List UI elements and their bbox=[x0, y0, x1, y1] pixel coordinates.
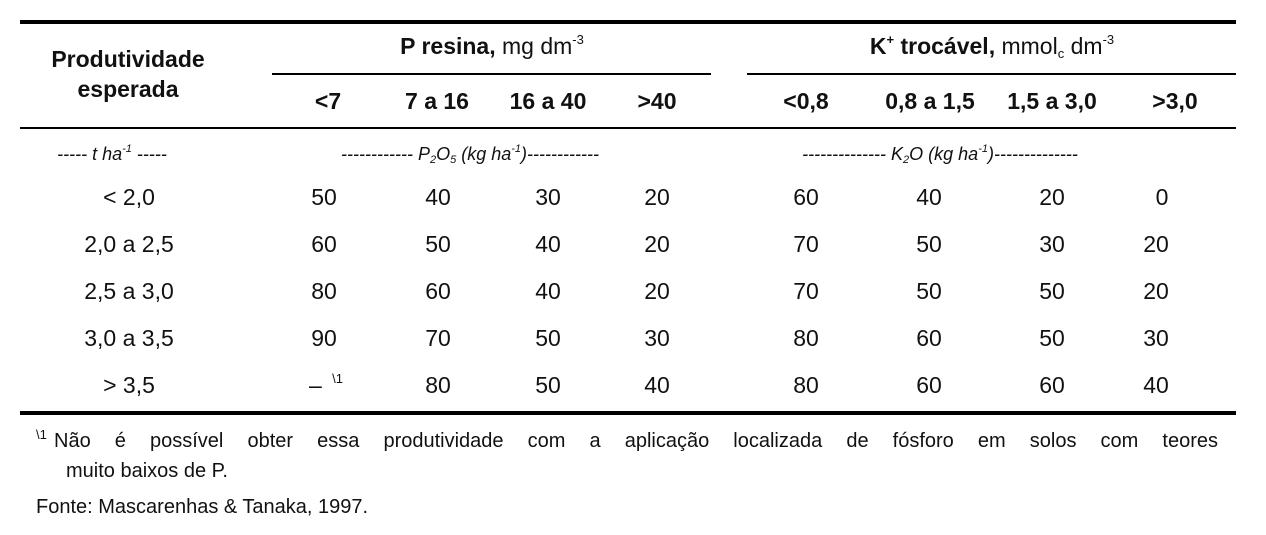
p-value-cell: 40 bbox=[535, 278, 561, 304]
p-unit-text: ------------ P bbox=[341, 144, 430, 164]
p-value-cell bbox=[309, 372, 343, 399]
p-value-cell: 20 bbox=[644, 184, 670, 210]
k-class-header: <0,8 bbox=[783, 88, 829, 114]
footnote-line1: Não é possível obter essa produtividade com a aplicação localizada de fósforo em solos com teores bbox=[54, 430, 1218, 452]
p-value-cell: 90 bbox=[311, 325, 337, 351]
yield-unit-label bbox=[57, 144, 167, 165]
yield-cell: 2,5 a 3,0 bbox=[84, 278, 174, 304]
k-class-header: 1,5 a 3,0 bbox=[1007, 88, 1097, 114]
p-value-cell: 50 bbox=[311, 184, 337, 210]
p-value-cell: 40 bbox=[644, 372, 670, 398]
k-value-cell: 20 bbox=[1039, 184, 1065, 210]
k-group-title-k: K bbox=[869, 33, 887, 59]
k-value-cell: 60 bbox=[1039, 372, 1065, 398]
p-value-cell: 60 bbox=[311, 231, 337, 257]
p-unit-dashes: )------------ bbox=[521, 144, 599, 164]
k-group-title-charge: + bbox=[886, 32, 895, 47]
k-group-title: trocável, bbox=[894, 33, 996, 59]
footnote-mark: \1 bbox=[36, 427, 47, 442]
p-value-cell: 50 bbox=[535, 325, 561, 351]
footnote-line2: muito baixos de P. bbox=[66, 460, 228, 482]
k-value-cell: 70 bbox=[793, 231, 819, 257]
k-value-cell: 40 bbox=[916, 184, 942, 210]
yield-unit-dashes: ----- bbox=[131, 144, 167, 164]
k-value-cell: 70 bbox=[793, 278, 819, 304]
p-value-cell: 40 bbox=[535, 231, 561, 257]
table-row bbox=[0, 372, 1266, 412]
k-value-cell: 50 bbox=[916, 278, 942, 304]
k-group-unit-exp: -3 bbox=[1102, 32, 1115, 47]
k-unit-dashes: )-------------- bbox=[987, 144, 1078, 164]
k-group-unit-dm: dm bbox=[1064, 33, 1103, 59]
yield-unit-text: ----- t ha bbox=[57, 144, 123, 164]
p-class-header: 7 a 16 bbox=[405, 88, 469, 114]
k-value-cell: 30 bbox=[1143, 325, 1169, 351]
p-value-cell: 50 bbox=[535, 372, 561, 398]
group-rule-k bbox=[747, 73, 1236, 75]
yield-unit-exp: -1 bbox=[122, 143, 132, 155]
p-class-header: >40 bbox=[637, 88, 677, 114]
k-value-cell: 50 bbox=[1039, 278, 1065, 304]
p-unit-o: O bbox=[436, 144, 451, 164]
k-unit-label bbox=[802, 144, 1078, 165]
k-unit-kgha: O (kg ha bbox=[909, 144, 979, 164]
p-group-header bbox=[400, 33, 584, 60]
table-row bbox=[0, 231, 1266, 271]
k-value-cell: 50 bbox=[1039, 325, 1065, 351]
top-rule bbox=[20, 20, 1236, 24]
source-citation: Fonte: Mascarenhas & Tanaka, 1997. bbox=[36, 496, 369, 518]
p-value-cell: 80 bbox=[425, 372, 451, 398]
table-row bbox=[0, 278, 1266, 318]
yield-cell: < 2,0 bbox=[103, 184, 155, 210]
dash-value: – bbox=[308, 372, 322, 398]
p-class-header: <7 bbox=[314, 88, 342, 114]
p-group-unit: mg dm bbox=[495, 33, 573, 59]
k-value-cell: 80 bbox=[793, 372, 819, 398]
yield-header-line2: esperada bbox=[77, 76, 179, 102]
yield-cell: > 3,5 bbox=[103, 372, 155, 398]
p-value-cell: 20 bbox=[644, 278, 670, 304]
p-group-unit-exp: -3 bbox=[572, 32, 584, 47]
p-value-cell: 60 bbox=[425, 278, 451, 304]
class-header-row bbox=[0, 88, 1266, 128]
p-value-cell: 50 bbox=[425, 231, 451, 257]
k-class-header: >3,0 bbox=[1152, 88, 1198, 114]
p-value-cell: 30 bbox=[644, 325, 670, 351]
p-unit-exp: -1 bbox=[511, 143, 522, 155]
k-value-cell: 60 bbox=[916, 372, 942, 398]
k-value-cell: 20 bbox=[1143, 231, 1169, 257]
k-unit-text: -------------- K bbox=[802, 144, 904, 164]
k-class-header: 0,8 a 1,5 bbox=[885, 88, 975, 114]
k-value-cell: 60 bbox=[793, 184, 819, 210]
k-unit-exp: -1 bbox=[978, 143, 988, 155]
k-value-cell: 20 bbox=[1143, 278, 1169, 304]
p-unit-sub1: 2 bbox=[429, 154, 437, 166]
k-group-unit-sub: c bbox=[1057, 46, 1065, 61]
k-value-cell: 60 bbox=[916, 325, 942, 351]
p-value-cell: 80 bbox=[311, 278, 337, 304]
p-class-header: 16 a 40 bbox=[509, 88, 587, 114]
k-group-header bbox=[870, 33, 1114, 60]
p-unit-label bbox=[341, 144, 599, 165]
p-group-title: P resina, bbox=[400, 33, 496, 59]
yield-cell: 2,0 a 2,5 bbox=[84, 231, 174, 257]
k-value-cell: 50 bbox=[916, 231, 942, 257]
p-unit-sub2: 5 bbox=[450, 154, 457, 166]
k-value-cell: 40 bbox=[1143, 372, 1169, 398]
footnote-mark: \1 bbox=[332, 371, 344, 386]
p-value-cell: 40 bbox=[425, 184, 451, 210]
k-group-unit: mmol bbox=[995, 33, 1058, 59]
p-value-cell: 70 bbox=[425, 325, 451, 351]
p-value-cell: 30 bbox=[535, 184, 561, 210]
yield-cell: 3,0 a 3,5 bbox=[84, 325, 174, 351]
k-unit-sub1: 2 bbox=[903, 154, 910, 166]
p-value-cell: 20 bbox=[644, 231, 670, 257]
table-row bbox=[0, 325, 1266, 365]
yield-header-line1: Produtividade bbox=[51, 46, 205, 72]
table-row bbox=[0, 184, 1266, 224]
k-value-cell: 30 bbox=[1039, 231, 1065, 257]
p-unit-kgha: (kg ha bbox=[456, 144, 512, 164]
k-value-cell: 0 bbox=[1155, 184, 1169, 210]
k-value-cell: 80 bbox=[793, 325, 819, 351]
group-rule-p bbox=[272, 73, 711, 75]
